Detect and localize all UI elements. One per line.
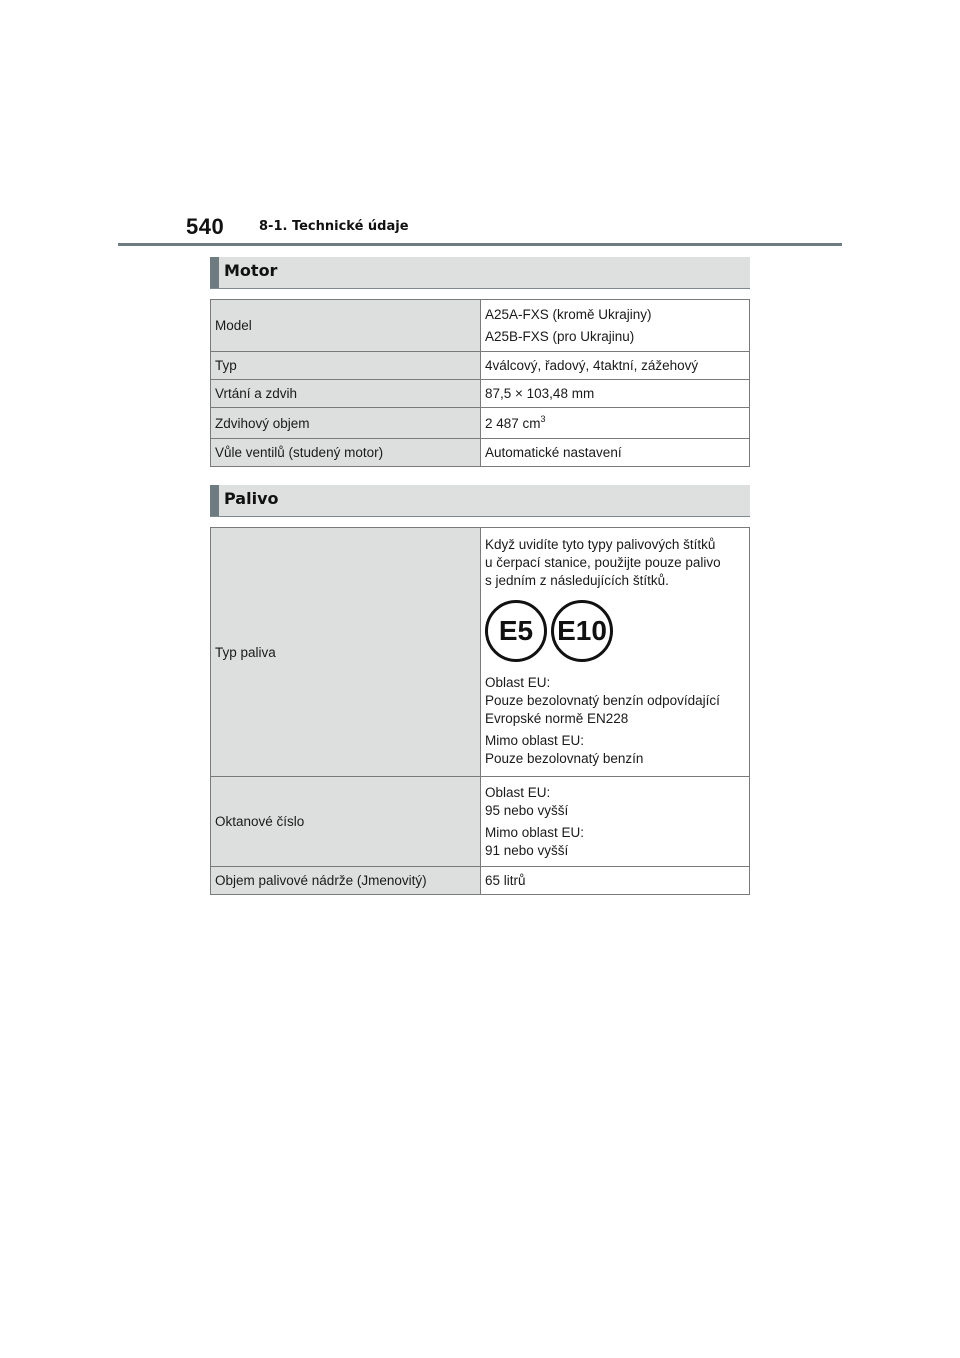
row-value-type: 4válcový, řadový, 4taktní, zážehový [481,352,750,380]
section-heading-palivo [210,485,750,517]
fuel-intro-3: s jedním z následujících štítků. [485,573,669,588]
fuel-label-e10-icon: E10 [551,600,613,662]
table-row-model [211,300,750,352]
chapter-title: 8-1. Technické údaje [259,219,409,234]
table-row-tank-capacity [211,867,750,895]
table-row-type [211,352,750,380]
fuel-non-eu-line-1: Pouze bezolovnatý benzín [485,751,644,766]
fuel-label-badges [485,600,745,670]
row-label-octane: Oktanové číslo [211,777,481,867]
fuel-intro-1: Když uvidíte tyto typy palivových štítků [485,537,716,552]
section-title-motor: Motor [224,261,278,280]
row-value-bore-stroke: 87,5 × 103,48 mm [481,380,750,408]
row-label-tank-capacity: Objem palivové nádrže (Jmenovitý) [211,867,481,895]
row-label-fuel-type: Typ paliva [211,528,481,777]
row-label-valve-clearance: Vůle ventilů (studený motor) [211,439,481,467]
fuel-eu-line-1: Pouze bezolovnatý benzín odpovídající [485,693,720,708]
section-title-palivo: Palivo [224,489,279,508]
page-number: 540 [186,214,225,239]
table-row-displacement [211,408,750,439]
motor-spec-table [210,299,750,467]
section-heading-motor [210,257,750,289]
model-value-1: A25A-FXS (kromě Ukrajiny) [485,306,652,322]
section-heading-bar [210,485,219,516]
header-divider [118,243,842,246]
fuel-eu-heading: Oblast EU: [485,675,551,690]
octane-non-eu-value: 91 nebo vyšší [485,842,569,858]
fuel-non-eu-heading: Mimo oblast EU: [485,733,585,748]
row-label-displacement: Zdvihový objem [211,408,481,439]
octane-eu-heading: Oblast EU: [485,784,551,800]
row-label-model: Model [211,300,481,352]
row-value-octane [481,777,750,867]
displacement-unit-exponent: 3 [540,413,546,424]
fuel-intro-2: u čerpací stanice, použijte pouze palivo [485,555,721,570]
section-heading-bar [210,257,219,288]
row-value-valve-clearance: Automatické nastavení [481,439,750,467]
table-row-fuel-type [211,528,750,777]
table-row-bore-stroke [211,380,750,408]
displacement-value: 2 487 cm [485,415,541,431]
table-row-octane [211,777,750,867]
fuel-spec-table [210,527,750,895]
model-value-2: A25B-FXS (pro Ukrajinu) [485,328,635,344]
octane-non-eu-heading: Mimo oblast EU: [485,824,585,840]
fuel-label-e5-icon: E5 [485,600,547,662]
row-label-bore-stroke: Vrtání a zdvih [211,380,481,408]
row-value-displacement [481,408,750,439]
row-label-type: Typ [211,352,481,380]
row-value-tank-capacity: 65 litrů [481,867,750,895]
row-value-fuel-type [481,528,750,777]
fuel-eu-line-2: Evropské normě EN228 [485,711,629,726]
row-value-model [481,300,750,352]
table-row-valve-clearance [211,439,750,467]
octane-eu-value: 95 nebo vyšší [485,802,569,818]
